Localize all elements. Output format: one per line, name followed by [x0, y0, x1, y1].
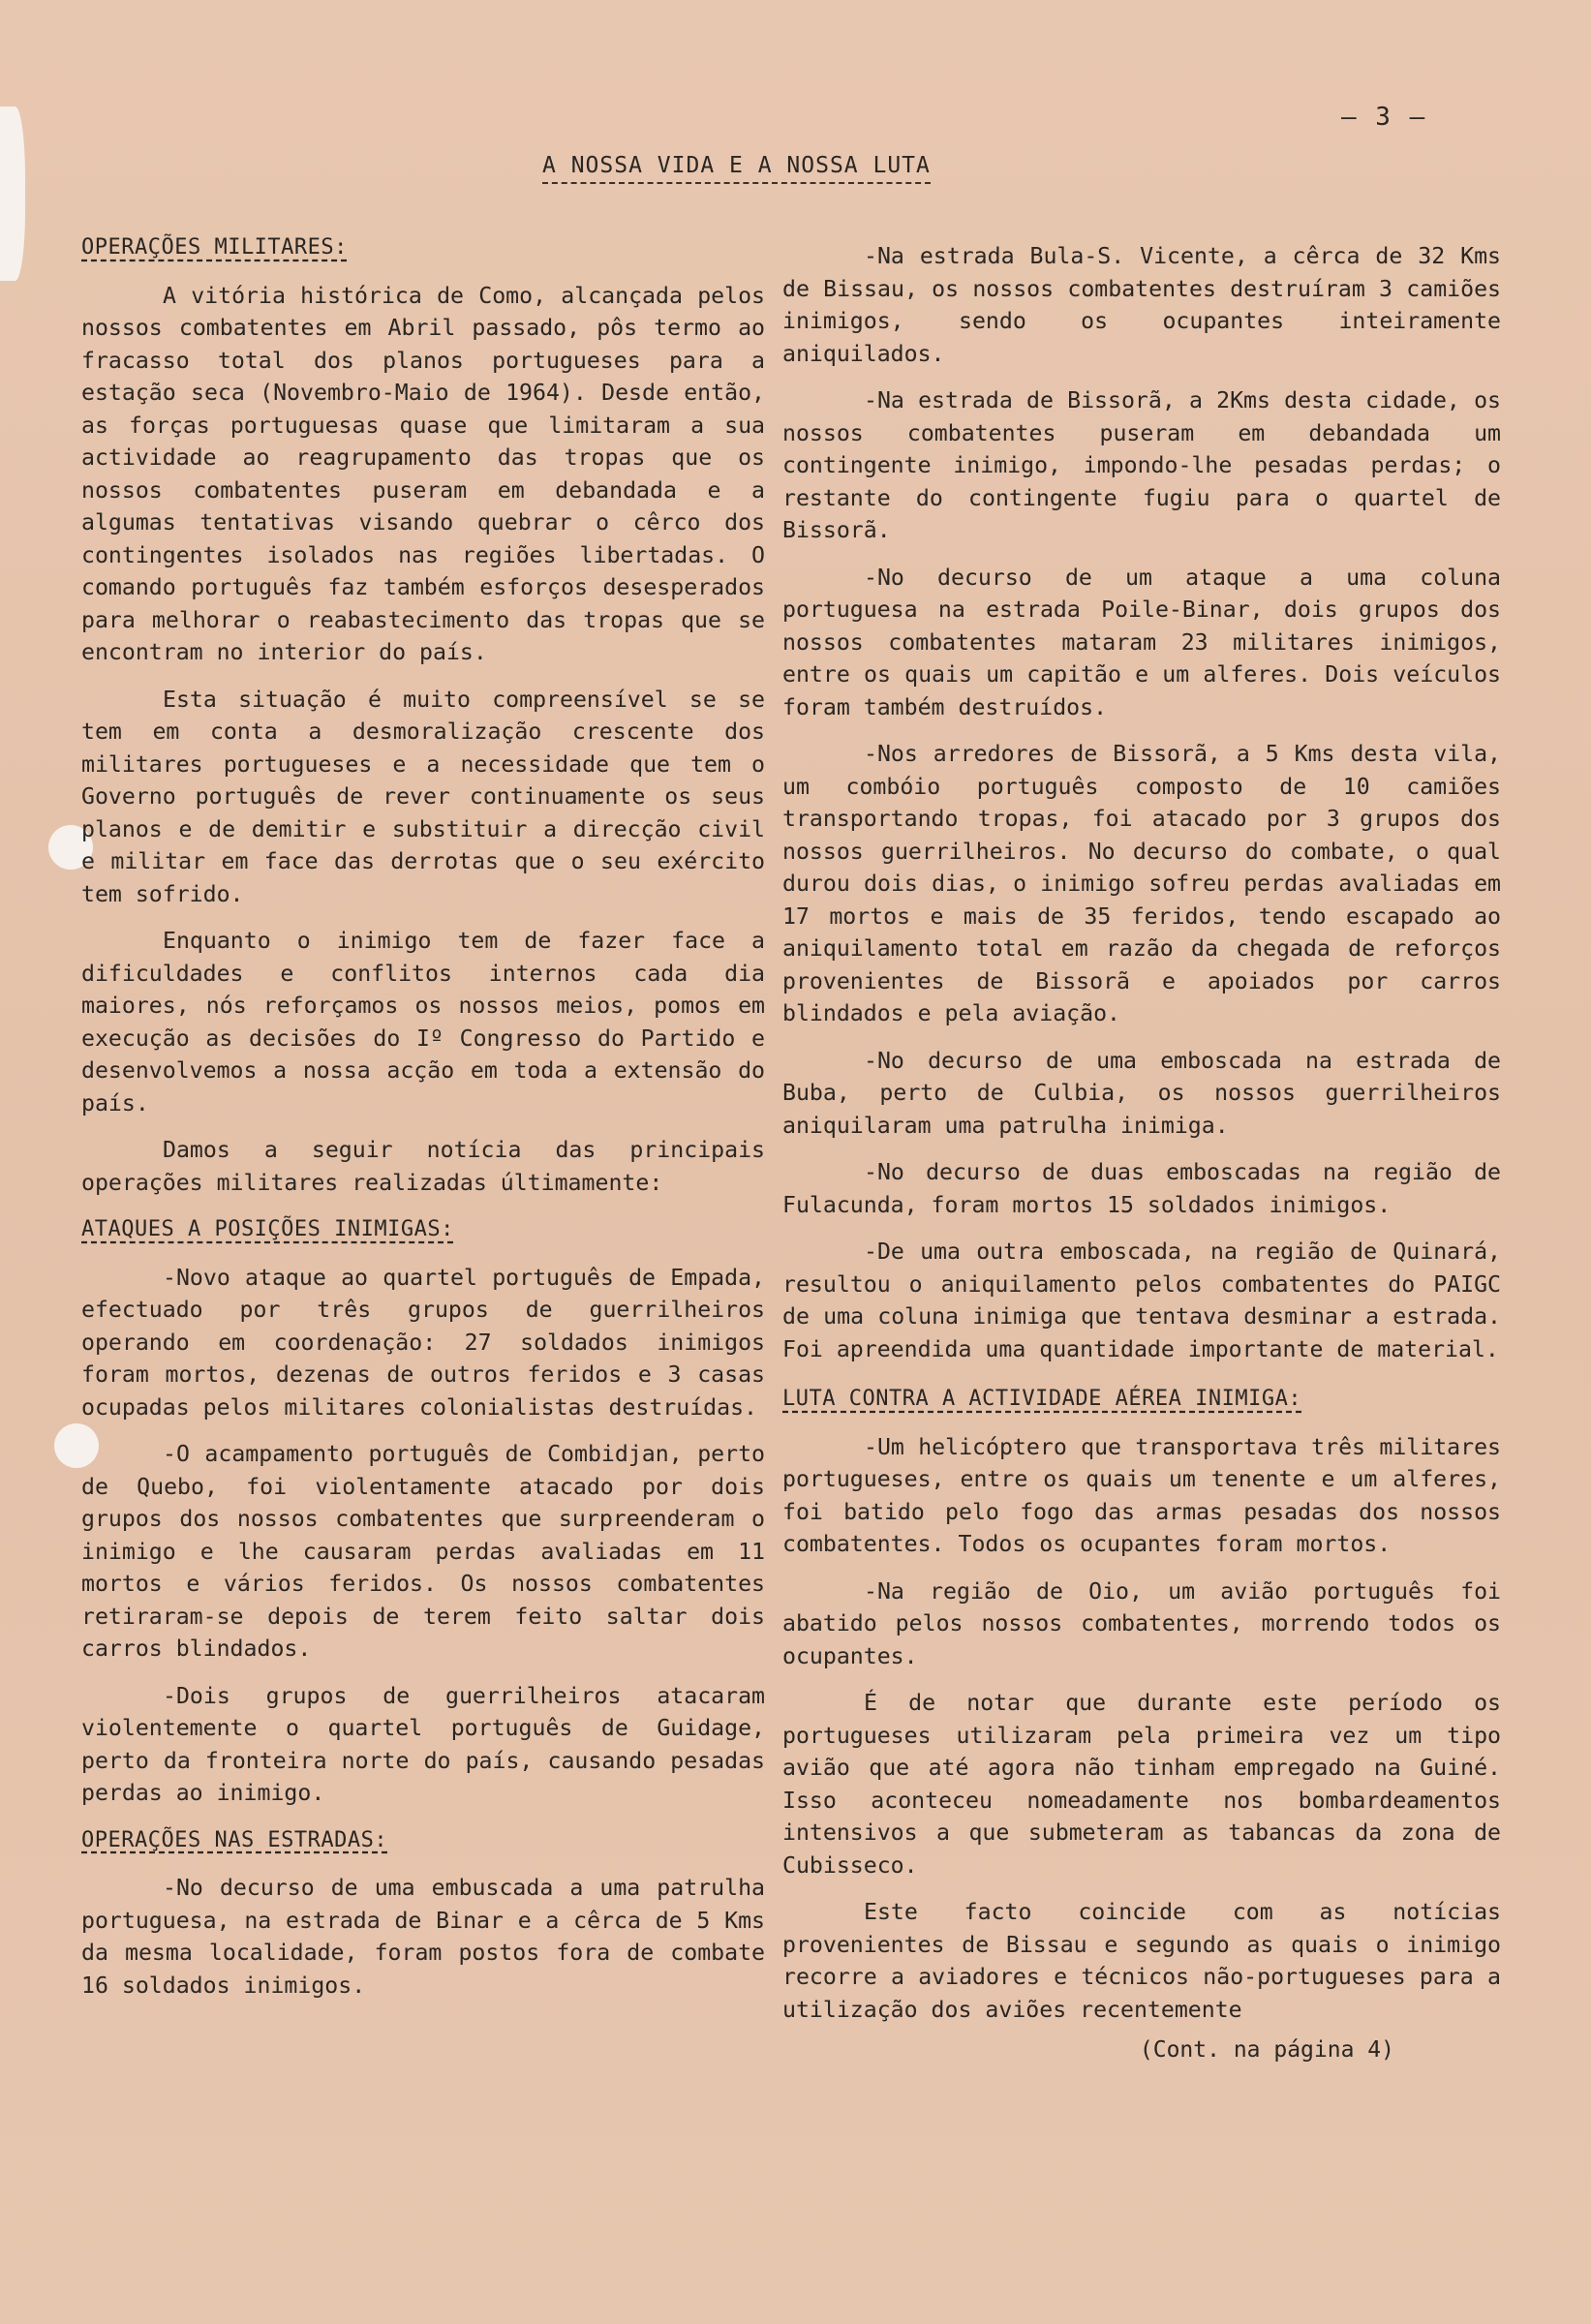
- section-heading-military-operations: OPERAÇÕES MILITARES:: [81, 235, 348, 260]
- paragraph: Damos a seguir notícia das principais operações militares realizadas últimamente:: [81, 1137, 765, 1196]
- paragraph: Este facto coincide com as notícias provenientes de Bissau e segundo as quais o inimigo recorre a aviadores e técnicos não-portugueses para a utilização dos aviões recentemente: [782, 1899, 1501, 2023]
- paragraph: Enquanto o inimigo tem de fazer face a dificuldades e conflitos internos cada dia maiores, nós reforçamos os nossos meios, pomos em execução as decisões do Iº Congresso do Partido e desenvolvemos a nossa acção em toda a extensão do país.: [81, 928, 765, 1116]
- paragraph: -Na região de Oio, um avião português foi abatido pelos nossos combatentes, morrendo todos os ocupantes.: [782, 1577, 1501, 1669]
- page-title: A NOSSA VIDA E A NOSSA LUTA: [542, 153, 931, 184]
- section-heading-air-activity: LUTA CONTRA A ACTIVIDADE AÉREA INIMIGA:: [782, 1387, 1302, 1411]
- paragraph: É de notar que durante este período os portugueses utilizaram pela primeira vez um tipo avião que até agora não tinham empregado na Guiné. Isso aconteceu nomeadamente nos bombardeamentos intensivos a que submeteram as tabancas da zona de Cubisseco.: [782, 1690, 1501, 1879]
- paragraph: -No decurso de uma embuscada a uma patrulha portuguesa, na estrada de Binar e a cêrca de 5 Kms da mesma localidade, foram postos fora de combate 16 soldados inimigos.: [81, 1875, 765, 1999]
- page-number: – 3 –: [1341, 103, 1427, 132]
- paragraph: Esta situação é muito compreensível se se tem em conta a desmoralização crescente dos militares portugueses e a necessidade que tem o Governo português de rever continuamente os seus planos e de demitir e substituir a direcção civil e militar em face das derrotas que o seu exército tem sofrido.: [81, 686, 765, 907]
- punch-hole-top: [0, 107, 25, 281]
- punch-holes: [0, 0, 39, 2324]
- paragraph: -No decurso de duas emboscadas na região de Fulacunda, foram mortos 15 soldados inimigos.: [782, 1159, 1501, 1218]
- left-column: [81, 228, 765, 2016]
- paragraph: -Nos arredores de Bissorã, a 5 Kms desta vila, um combóio português composto de 10 camiões transportando tropas, foi atacado por 3 grupos dos nossos guerrilheiros. No decurso do combate, o qual durou dois dias, o inimigo sofreu perdas avaliadas em 17 mortos e mais de 35 feridos, tendo escapado ao aniquilamento total em razão da chegada de reforços provenientes de Bissorã e apoiados por carros blindados e pela aviação.: [782, 741, 1501, 1026]
- right-column: [782, 240, 1501, 2067]
- paragraph: -Dois grupos de guerrilheiros atacaram violentemente o quartel português de Guidage, perto da fronteira norte do país, causando pesadas perdas ao inimigo.: [81, 1682, 765, 1806]
- section-heading-road-operations: OPERAÇÕES NAS ESTRADAS:: [81, 1827, 388, 1852]
- paragraph: -O acampamento português de Combidjan, perto de Quebo, foi violentamente atacado por dois grupos dos nossos combatentes que surpreenderam o inimigo e lhe causaram perdas avaliadas em 11 mortos e vários feridos. Os nossos combatentes retiraram-se depois de terem feito saltar dois carros blindados.: [81, 1441, 765, 1662]
- paragraph: -Novo ataque ao quartel português de Empada, efectuado por três grupos de guerrilheiros operando em coordenação: 27 soldados inimigos foram mortos, dezenas de outros feridos e 3 casas ocupadas pelos militares colonialistas destruídas.: [81, 1264, 765, 1421]
- paragraph: -Na estrada Bula-S. Vicente, a cêrca de 32 Kms de Bissau, os nossos combatentes destruíram 3 camiões inimigos, sendo os ocupantes inteiramente aniquilados.: [782, 243, 1501, 367]
- paragraph: -Um helicóptero que transportava três militares portugueses, entre os quais um tenente e um alferes, foi batido pelo fogo das armas pesadas dos nossos combatentes. Todos os ocupantes foram mortos.: [782, 1433, 1501, 1557]
- paragraph: -Na estrada de Bissorã, a 2Kms desta cidade, os nossos combatentes puseram em debandada um contingente inimigo, impondo-lhe pesadas perdas; o restante do contingente fugiu para o quartel de Bissorã.: [782, 387, 1501, 543]
- paragraph: -No decurso de uma emboscada na estrada de Buba, perto de Culbia, os nossos guerrilheiros aniquilaram uma patrulha inimiga.: [782, 1047, 1501, 1139]
- paragraph: A vitória histórica de Como, alcançada pelos nossos combatentes em Abril passado, pôs termo ao fracasso total dos planos portugueses para a estação seca (Novembro-Maio de 1964). Desde então, as forças portuguesas quase que limitaram a sua actividade ao reagrupamento das tropas que os nossos combatentes puseram em debandada e a algumas tentativas visando quebrar o cêrco dos contingentes isolados nas regiões libertadas. O comando português faz também esforços desesperados para melhorar o reabastecimento das tropas que se encontram no interior do país.: [81, 282, 765, 665]
- paragraph: -De uma outra emboscada, na região de Quinará, resultou o aniquilamento pelos combatentes do PAIGC de uma coluna inimiga que tentava desminar a estrada. Foi apreendida uma quantidade importante de material.: [782, 1238, 1501, 1362]
- continued-note: (Cont. na página 4): [1139, 2037, 1394, 2063]
- section-heading-attacks: ATAQUES A POSIÇÕES INIMIGAS:: [81, 1217, 454, 1241]
- paragraph: -No decurso de um ataque a uma coluna portuguesa na estrada Poile-Binar, dois grupos dos nossos combatentes mataram 23 militares inimigos, entre os quais um capitão e um alferes. Dois veículos foram também destruídos.: [782, 564, 1501, 720]
